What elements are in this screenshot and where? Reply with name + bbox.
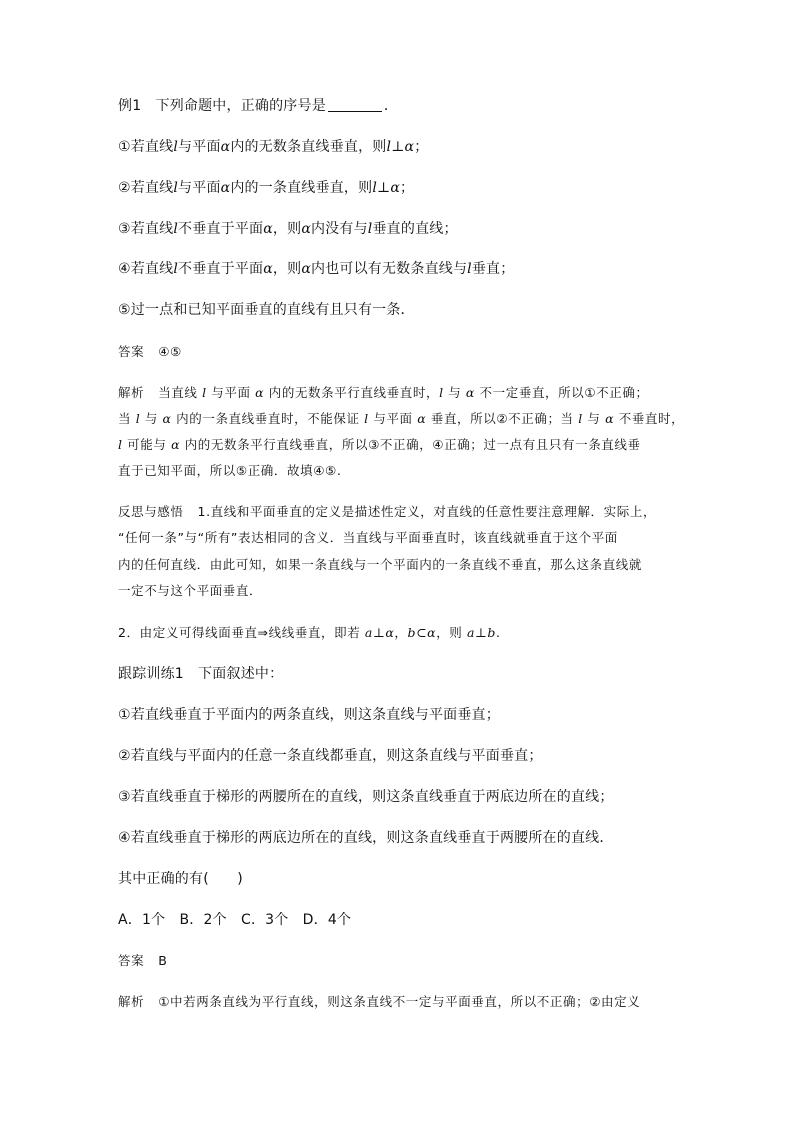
text-run: 2．由定义可得线面垂直⇒线线垂直，即若 [118,625,365,640]
text-run: 内的无数条直线垂直，则 [230,139,387,155]
text-run: 内的一条直线垂直，则 [230,180,373,196]
text-run: ②若直线 [118,180,174,196]
text-run: ，则 [272,221,302,237]
training-analysis [118,993,640,1011]
math-l: l [202,385,207,400]
answer-label: 答案 [118,953,145,968]
text-run: 与平面 [178,139,221,155]
text-run: ⑤过一点和已知平面垂直的直线有且只有一条． [118,302,415,318]
math-l: l [439,385,444,400]
math-alpha: α [417,411,427,426]
math-expr: a⊥α [364,625,395,640]
text-run: 与 [443,385,466,400]
text-run: . [495,625,501,640]
text-run: ②若直线与平面内的任意一条直线都垂直，则这条直线与平面垂直； [118,748,543,764]
math-alpha: α [162,411,172,426]
example-item-1 [118,138,428,156]
training-options [118,911,351,929]
training-item-3 [118,788,614,806]
training-title-text: 跟踪训练1 下面叙述中： [118,666,284,682]
reflection-label: 反思与感悟 [118,504,184,519]
reflection-point-2 [118,624,501,642]
example-answer [118,343,182,361]
math-alpha: α [605,411,615,426]
reflection-line-4 [118,582,262,600]
text-run: ，则 [436,625,467,640]
text-run: 不垂直于平面 [178,221,264,237]
text-run: ； [414,139,429,155]
text-run: 内也可以有无数条直线与 [310,261,468,277]
text-run: 内的无数条平行直线垂直，所以③不正确，④正确；过一点有且只有一条直线垂 [180,437,641,452]
text-run: 直于已知平面，所以⑤正确．故填④⑤. [118,463,342,478]
example-prefix: 例1 下列命题中，正确的序号是 [118,98,326,114]
analysis-label: 解析 [118,994,145,1009]
text-run: ，则 [272,261,302,277]
text-run: ； [400,180,415,196]
text-run: 不一定垂直，所以①不正确； [474,385,649,400]
training-item-2 [118,747,543,765]
text-run: 垂直； [471,261,515,277]
text-run: 与 [582,411,606,426]
text-run: 垂直，所以②不正确；当 [426,411,579,426]
math-l: l [135,411,141,426]
reflection-line-1 [118,503,656,521]
math-l: l [173,180,179,196]
example-title [118,97,398,115]
text-run: ①若直线 [118,139,174,155]
example-analysis-line-4 [118,462,341,480]
math-alpha: α [220,180,231,196]
training-title [118,665,283,683]
math-l: l [367,221,373,237]
training-question [118,870,243,888]
text-run: 一定不与这个平面垂直． [118,583,263,598]
math-expr: b⊂α [407,625,437,640]
text-run: A．1个 B．2个 C．3个 D．4个 [118,912,352,928]
answer-value: B [158,953,168,968]
text-run: ③若直线垂直于梯形的两腰所在的直线，则这条直线垂直于两底边所在的直线； [118,789,614,805]
text-run: 不垂直时， [614,411,685,426]
math-alpha: α [220,139,231,155]
text-run: 1.直线和平面垂直的定义是描述性定义，对直线的任意性要注意理解．实际上， [197,504,657,519]
text-run: 内没有与 [310,221,368,237]
example-analysis-line-3 [118,436,641,454]
text-run: 内的一条直线垂直时，不能保证 [171,411,365,426]
text-run: 内的无数条平行直线垂直时， [264,385,440,400]
text-run: ④若直线垂直于梯形的两底边所在的直线，则这条直线垂直于两腰所在的直线． [118,830,614,846]
example-item-3 [118,220,458,238]
example-suffix: ． [383,98,399,114]
answer-label: 答案 [118,344,145,359]
math-l: l [578,411,583,426]
text-run: ， [394,625,408,640]
example-item-4 [118,260,514,278]
text-run: 内的任何直线．由此可知，如果一条直线与一个平面内的一条直线不垂直，那么这条直线就 [118,557,643,572]
analysis-label: 解析 [118,385,145,400]
text-run: ④若直线 [118,261,174,277]
text-run: 垂直的直线； [372,221,458,237]
reflection-line-2 [118,529,618,547]
math-alpha: α [255,385,265,400]
text-run: 当直线 [158,385,203,400]
text-run: 与平面 [178,180,221,196]
text-run: 可能与 [122,437,172,452]
text-run: 与平面 [368,411,418,426]
math-alpha: α [263,221,273,237]
answer-value: ④⑤ [158,344,182,359]
training-item-1 [118,706,500,724]
math-l: l [118,437,123,452]
math-alpha: α [301,221,311,237]
math-alpha: α [301,261,311,277]
training-item-4 [118,829,614,847]
math-alpha: α [465,385,475,400]
math-l: l [364,411,369,426]
math-l: l [173,261,179,277]
example-item-2 [118,179,414,197]
math-expr: a⊥b [466,625,496,640]
math-l: l [467,261,472,277]
example-item-5 [118,301,415,319]
example-analysis-line-1 [118,384,649,402]
text-run: ①中若两条直线为平行直线，则这条直线不一定与平面垂直，所以不正确；②由定义 [158,994,641,1009]
math-l: l [173,139,179,155]
text-run: 当 [118,411,136,426]
reflection-line-3 [118,556,642,574]
text-run: 其中正确的有( ) [118,871,243,887]
answer-blank [328,97,382,112]
text-run: “任何一条”与“所有”表达相同的含义．当直线与平面垂直时，该直线就垂直于这个平面 [118,530,618,545]
text-run: ③若直线 [118,221,174,237]
text-run: 不垂直于平面 [178,261,264,277]
math-expr: l⊥α [386,139,415,155]
math-alpha: α [263,261,273,277]
training-answer [118,952,167,970]
text-run: 与平面 [206,385,256,400]
math-alpha: α [171,437,181,452]
math-expr: l⊥α [372,180,401,196]
math-l: l [173,221,179,237]
text-run: 与 [140,411,163,426]
text-run: ①若直线垂直于平面内的两条直线，则这条直线与平面垂直； [118,707,500,723]
example-analysis-line-2 [118,410,684,428]
